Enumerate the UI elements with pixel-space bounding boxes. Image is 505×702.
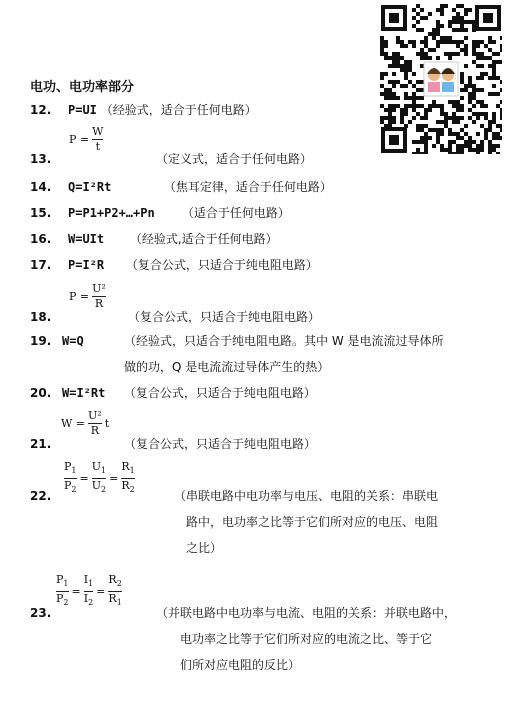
- fraction-denominator: R: [94, 297, 104, 310]
- formula: P=I²R: [68, 258, 105, 272]
- item-line: [68, 180, 332, 194]
- u2: $U_2$: [91, 479, 107, 495]
- fraction-numerator: U²: [92, 282, 106, 295]
- formula-note: （适合于任何电路）: [181, 206, 290, 220]
- item-number: 12.: [30, 103, 52, 117]
- formula: W=UIt: [68, 232, 105, 246]
- item-line: [68, 206, 290, 220]
- formula-note-line1: （并联电路中电功率与电流、电阻的关系：并联电路中，: [156, 606, 457, 620]
- p1: $P_1$: [64, 460, 77, 476]
- formula-note-line2: 做的功，Q 是电流流过导体产生的热）: [124, 360, 330, 374]
- i2: $I_2$: [83, 592, 94, 608]
- formula-note: （焦耳定律，适合于任何电路）: [163, 180, 332, 194]
- formula-note: （定义式，适合于任何电路）: [156, 152, 313, 166]
- formula: P=UI: [68, 103, 97, 117]
- formula: P=P1+P2+…+Pn: [68, 206, 155, 220]
- fraction-denominator: R: [90, 424, 100, 437]
- fraction-lhs: P =: [69, 290, 90, 303]
- formula-note: （复合公式，只适合于纯电阻电路）: [125, 258, 318, 272]
- item-number: 20.: [30, 386, 52, 400]
- formula: W=Q: [62, 334, 84, 348]
- item-number: 22.: [30, 489, 52, 503]
- formula-note-line3: 之比）: [186, 541, 223, 555]
- fraction-lhs: W =: [61, 417, 86, 430]
- formula: W=I²Rt: [62, 386, 106, 400]
- formula-fraction: [66, 283, 106, 310]
- formula-note: （经验式,适合于任何电路）: [129, 232, 278, 246]
- formula-fraction: [58, 410, 112, 437]
- ratio-formula-22: $\frac{P_1}{P_2}$ = $\frac{U_1}{U_2}$ = $\frac{R_1}{R_2}$: [64, 460, 135, 495]
- fraction-numerator: W: [92, 125, 104, 138]
- item-number: 15.: [30, 206, 52, 220]
- item-line: [68, 232, 278, 246]
- item-number: 17.: [30, 258, 52, 272]
- formula-note: （经验式，适合于任何电路）: [100, 103, 257, 117]
- p2: $P_2$: [64, 479, 77, 495]
- p1: $P_1$: [56, 573, 69, 589]
- formula-note: （复合公式，只适合于纯电阻电路）: [123, 386, 316, 400]
- ratio-formula-23: $\frac{P_1}{P_2}$ = $\frac{I_1}{I_2}$ = $\frac{R_2}{R_1}$: [56, 573, 122, 608]
- formula-note: （复合公式，只适合于纯电阻电路）: [124, 437, 317, 451]
- formula-note-line3: 们所对应电阻的反比）: [180, 658, 301, 672]
- item-line: [68, 103, 257, 117]
- qr-code-icon: [380, 4, 502, 154]
- formula-note-line1: （经验式，只适合于纯电阻电路。其中 W 是电流流过导体所: [124, 334, 444, 348]
- qr-code: [380, 4, 502, 154]
- formula-fraction: [66, 126, 103, 153]
- i1: $I_1$: [83, 573, 94, 589]
- u1: $U_1$: [91, 460, 107, 476]
- r1: $R_1$: [108, 592, 122, 608]
- item-number: 18.: [30, 310, 52, 324]
- item-number: 23.: [30, 606, 52, 620]
- fraction-tail: t: [104, 417, 110, 430]
- r1: $R_1$: [121, 460, 135, 476]
- fraction-numerator: U²: [88, 409, 102, 422]
- r2: $R_2$: [108, 573, 122, 589]
- formula-note-line2: 路中，电功率之比等于它们所对应的电压、电阻: [186, 515, 439, 529]
- formula: Q=I²Rt: [68, 180, 112, 194]
- item-number: 13.: [30, 152, 52, 166]
- formula-note: （复合公式，只适合于纯电阻电路）: [128, 310, 321, 324]
- fraction-lhs: P =: [69, 133, 90, 146]
- item-number: 21.: [30, 437, 52, 451]
- section-heading: 电功、电功率部分: [30, 80, 135, 95]
- item-line: [62, 386, 316, 400]
- item-number: 16.: [30, 232, 52, 246]
- r2: $R_2$: [121, 479, 135, 495]
- formula-note-line2: 电功率之比等于它们所对应的电流之比、等于它: [180, 632, 433, 646]
- item-number: 19.: [30, 334, 52, 348]
- item-line: [68, 258, 318, 272]
- item-number: 14.: [30, 180, 52, 194]
- formula-note-line1: （串联电路中电功率与电压、电阻的关系：串联电: [174, 489, 439, 503]
- fraction-denominator: t: [95, 140, 100, 153]
- p2: $P_2$: [56, 592, 69, 608]
